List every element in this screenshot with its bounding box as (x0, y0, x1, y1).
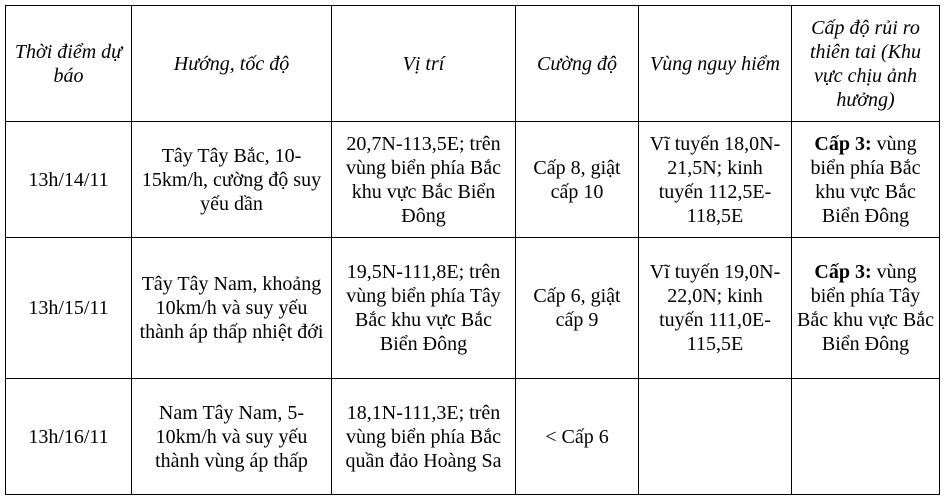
intensity-cell: Cấp 8, giật cấp 10 (516, 122, 639, 238)
forecast-time-cell: 13h/16/11 (6, 379, 132, 495)
intensity-cell: Cấp 6, giật cấp 9 (516, 238, 639, 379)
header-direction-speed: Hướng, tốc độ (132, 6, 332, 122)
risk-level-label: Cấp 3: (814, 132, 872, 155)
forecast-time-cell: 13h/14/11 (6, 122, 132, 238)
forecast-table-container (5, 5, 940, 495)
position-cell: 18,1N-111,3E; trên vùng biển phía Bắc quần đảo Hoàng Sa (332, 379, 516, 495)
header-danger-zone: Vùng nguy hiểm (639, 6, 792, 122)
risk-cell (792, 379, 940, 495)
direction-cell: Tây Tây Nam, khoảng 10km/h và suy yếu thành áp thấp nhiệt đới (132, 238, 332, 379)
table-row (6, 122, 940, 238)
header-forecast-time: Thời điểm dự báo (6, 6, 132, 122)
forecast-time-cell: 13h/15/11 (6, 238, 132, 379)
header-intensity: Cường độ (516, 6, 639, 122)
position-cell: 19,5N-111,8E; trên vùng biển phía Tây Bắc khu vực Bắc Biển Đông (332, 238, 516, 379)
storm-forecast-table (5, 5, 940, 495)
header-position: Vị trí (332, 6, 516, 122)
risk-level-label: Cấp 3: (814, 261, 872, 283)
header-risk-level: Cấp độ rủi ro thiên tai (Khu vực chịu ảnh hưởng) (792, 6, 940, 122)
direction-cell: Nam Tây Nam, 5-10km/h và suy yếu thành vùng áp thấp (132, 379, 332, 495)
table-header-row (6, 6, 940, 122)
intensity-cell: < Cấp 6 (516, 379, 639, 495)
position-cell: 20,7N-113,5E; trên vùng biển phía Bắc khu vực Bắc Biển Đông (332, 122, 516, 238)
risk-area-text: vùng biển phía Bắc khu vực Bắc Biển Đông (810, 132, 921, 227)
danger-zone-cell: Vĩ tuyến 19,0N-22,0N; kinh tuyến 111,0E-115,5E (639, 238, 792, 379)
risk-cell (792, 238, 940, 379)
direction-cell: Tây Tây Bắc, 10-15km/h, cường độ suy yếu dần (132, 122, 332, 238)
table-row (6, 379, 940, 495)
danger-zone-cell (639, 379, 792, 495)
risk-cell (792, 122, 940, 238)
danger-zone-cell: Vĩ tuyến 18,0N-21,5N; kinh tuyến 112,5E-118,5E (639, 122, 792, 238)
table-row (6, 238, 940, 379)
risk-area-text: vùng biển phía Tây Bắc khu vực Bắc Biển Đông (797, 261, 934, 355)
